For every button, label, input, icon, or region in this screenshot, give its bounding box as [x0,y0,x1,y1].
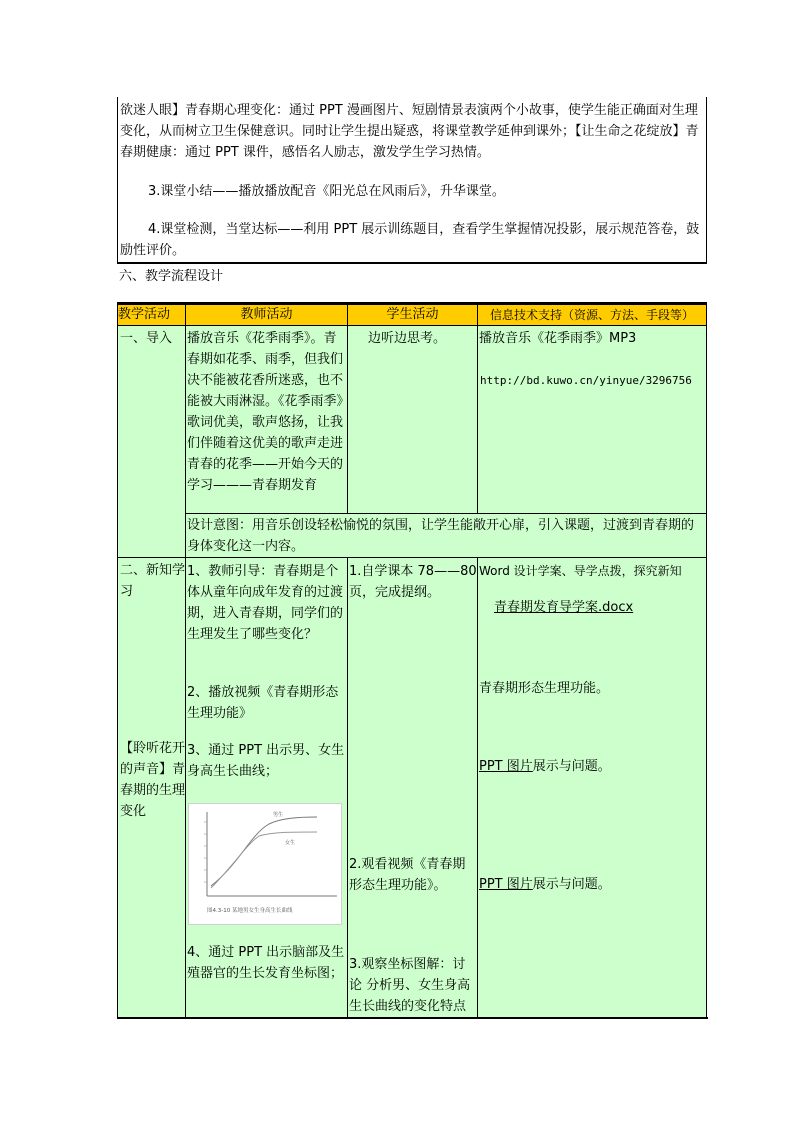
row2-student-step3: 3.观察坐标图解：讨论 分析男、女生身高生长曲线的变化特点 [349,957,471,1014]
row1-it-support [477,325,707,514]
row1-teacher-text: 播放音乐《花季雨季》。青春期如花季、雨季，但我们决不能被花香所迷惑，也不能被大雨淋湿。《花季雨季》歌词优美，歌声悠扬，让我们伴随着这优美的歌声走进青春的花季——开始今天的学习———青春期发育 [187,331,344,493]
header-it-support: 信息技术支持（资源、方法、手段等） [477,304,707,326]
row2-it-word: Word 设计学案、导学点拨，探究新知 [479,564,682,578]
ppt-image-link[interactable]: PPT 图片 [479,877,533,892]
row2-teacher [185,557,348,1019]
figure-caption: 图4.3-10 某地男女生身高生长曲线 [207,908,293,914]
height-growth-curve-image [188,803,342,925]
row1-it-url[interactable]: http://bd.kuwo.cn/yinyue/3296756 [480,374,692,387]
growth-curve-figure [189,804,341,924]
row1-teacher [185,325,348,514]
ppt-caption: 展示与问题。 [532,877,611,892]
row1-activity [117,325,186,558]
row1-design-intent-text: 设计意图：用音乐创设轻松愉悦的氛围，让学生能敞开心扉，引入课题，过渡到青春期的身体变化这一内容。 [187,518,695,554]
intro-box [117,97,707,262]
row2-it-ppt-1 [479,756,707,777]
row2-activity-label: 二、新知学习 [120,563,186,599]
row2-student [347,557,478,1019]
row2-activity-sublabel: 【聆听花开的声音】青春期的生理变化 [120,741,186,819]
row1-student-text: 边听边思考。 [368,331,447,346]
ppt-caption: 展示与问题。 [532,759,611,774]
header-student: 学生活动 [347,304,478,326]
header-teacher: 教师活动 [185,304,348,326]
legend-female: 女生 [285,840,296,846]
section-title: 六、教学流程设计 [119,269,224,284]
row2-student-step1: 1.自学课本 78——80 页，完成提纲。 [349,564,477,600]
row1-it-music: 播放音乐《花季雨季》MP3 [479,331,637,346]
row2-teacher-step1: 1、教师引导：青春期是个体从童年向成年发育的过渡期，进入青春期，同学们的生理发生了哪些变化？ [187,564,344,642]
row2-activity [117,557,186,1019]
row2-teacher-step4: 4、通过 PPT 出示脑部及生殖器官的生长发育坐标图； [187,945,345,981]
intro-paragraph-3: 4.课堂检测，当堂达标——利用 PPT 展示训练题目，查看学生掌握情况投影，展示规范答卷，鼓励性评价。 [120,222,700,258]
intro-paragraph-2: 3.课堂小结——播放播放配音《阳光总在风雨后》，升华课堂。 [148,184,505,199]
legend-male: 男生 [273,812,284,818]
ppt-image-link[interactable]: PPT 图片 [479,759,533,774]
row2-it-doc-link[interactable]: 青春期发育导学案.docx [494,600,634,615]
row1-activity-label: 一、导入 [120,331,173,346]
row2-it-ppt-2 [479,874,707,895]
table-bottom-rule [117,1017,708,1019]
row2-teacher-step2: 2、播放视频《青春期形态生理功能》 [187,685,339,721]
intro-paragraph-1: 欲迷人眼】青春期心理变化：通过 PPT 漫画图片、短剧情景表演两个小故事，使学生能正确面对生理变化，从而树立卫生保健意识。同时让学生提出疑惑，将课堂教学延伸到课外；【让生命之花绽放】青春期健康：通过 PPT 课件，感悟名人励志，激发学生学习热情。 [120,103,699,160]
row1-student [347,325,478,514]
row2-student-step2: 2.观看视频《青春期形态生理功能》。 [349,857,466,893]
row1-design-intent [185,513,707,558]
header-activity: 教学活动 [117,304,186,326]
divider [117,262,707,264]
row2-it-support [477,557,707,1019]
row2-it-video: 青春期形态生理功能。 [479,681,610,696]
row2-teacher-step3: 3、通过 PPT 出示男、女生身高生长曲线； [187,743,345,779]
